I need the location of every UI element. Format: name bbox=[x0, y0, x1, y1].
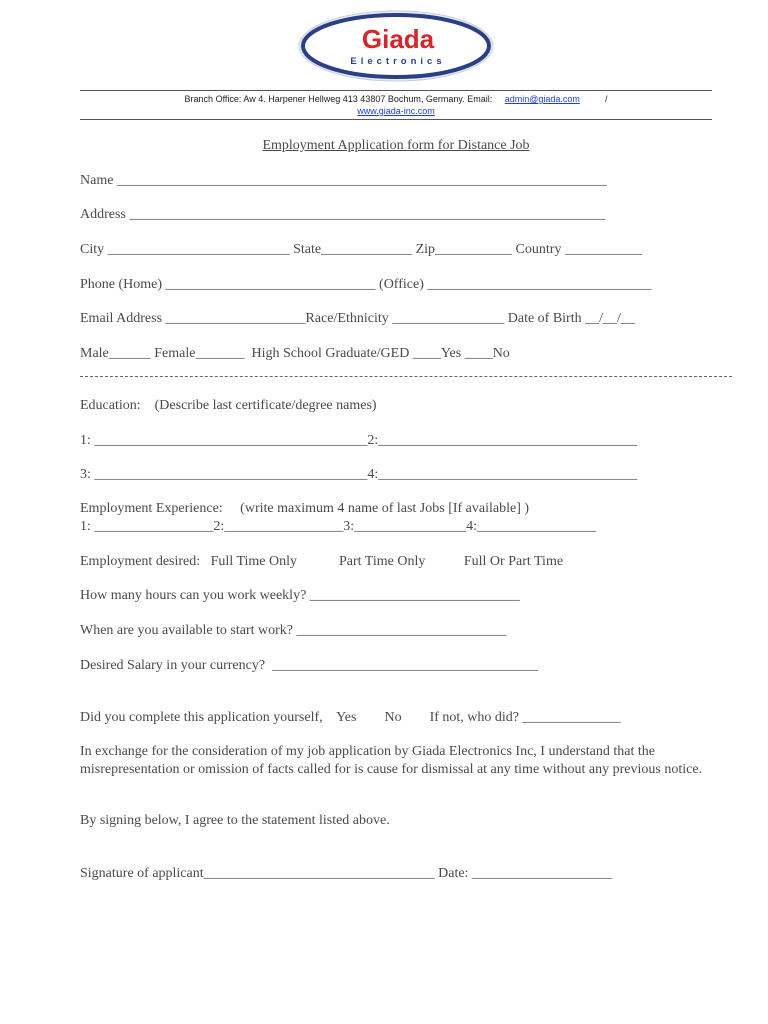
website-line bbox=[80, 105, 712, 117]
logo-emblem bbox=[296, 8, 496, 84]
agreement-statement: By signing below, I agree to the statement listed above. bbox=[80, 813, 390, 828]
statement-paragraph: In exchange for the consideration of my job application by Giada Electronics Inc, I understand that the misrepresentation or omission of facts called for is cause for dismissal at any time without any previous notice. bbox=[80, 744, 703, 777]
self-completed-question[interactable]: Did you complete this application yourself, Yes No If not, who did? ______________ bbox=[80, 710, 621, 725]
start-date-field[interactable]: When are you available to start work? ______________________________ bbox=[80, 623, 507, 638]
header-bottom-rule bbox=[80, 119, 712, 120]
giada-logo bbox=[296, 8, 496, 84]
education-row-2[interactable]: 3: _______________________________________4:_____________________________________ bbox=[80, 467, 638, 482]
logo-name: Giada bbox=[361, 24, 435, 54]
email-race-dob-fields[interactable]: Email Address ____________________Race/Ethnicity ________________ Date of Birth __/__/__ bbox=[80, 311, 635, 326]
logo-tagline: Electronics bbox=[350, 56, 446, 67]
signature-date-fields[interactable]: Signature of applicant_________________________________ Date: ____________________ bbox=[80, 866, 612, 881]
address-field[interactable]: Address ____________________________________________________________________ bbox=[80, 207, 606, 222]
name-field[interactable]: Name ______________________________________________________________________ bbox=[80, 173, 607, 188]
education-row-1[interactable]: 1: _______________________________________2:_____________________________________ bbox=[80, 433, 638, 448]
desired-salary-field[interactable]: Desired Salary in your currency? ______________________________________ bbox=[80, 658, 539, 673]
header-separator: / bbox=[604, 94, 608, 104]
gender-ged-fields[interactable]: Male______ Female_______ High School Graduate/GED ____Yes ____No bbox=[80, 346, 510, 361]
header-top-rule bbox=[80, 90, 712, 91]
email-link[interactable]: admin@giada.com bbox=[504, 94, 580, 104]
experience-label: Employment Experience: (write maximum 4 name of last Jobs [If available] ) bbox=[80, 501, 530, 516]
experience-row[interactable]: 1: _________________2:_________________3:________________4:_________________ bbox=[80, 519, 597, 534]
website-link[interactable]: www.giada-inc.com bbox=[357, 106, 435, 116]
phone-fields[interactable]: Phone (Home) ______________________________ (Office) ________________________________ bbox=[80, 277, 652, 292]
employment-desired-options[interactable]: Employment desired: Full Time Only Part Time Only Full Or Part Time bbox=[80, 554, 564, 569]
section-divider bbox=[80, 376, 732, 377]
branch-office-line bbox=[80, 93, 712, 105]
header-info bbox=[80, 93, 712, 117]
branch-office-text: Branch Office: Aw 4. Harpener Hellweg 413 43807 Bochum, Germany. Email: bbox=[184, 94, 493, 104]
hours-weekly-field[interactable]: How many hours can you work weekly? ______________________________ bbox=[80, 588, 520, 603]
form-title: Employment Application form for Distance Job bbox=[262, 138, 530, 153]
city-state-zip-country-fields[interactable]: City __________________________ State_____________ Zip___________ Country ___________ bbox=[80, 242, 642, 257]
education-label: Education: (Describe last certificate/degree names) bbox=[80, 398, 377, 413]
